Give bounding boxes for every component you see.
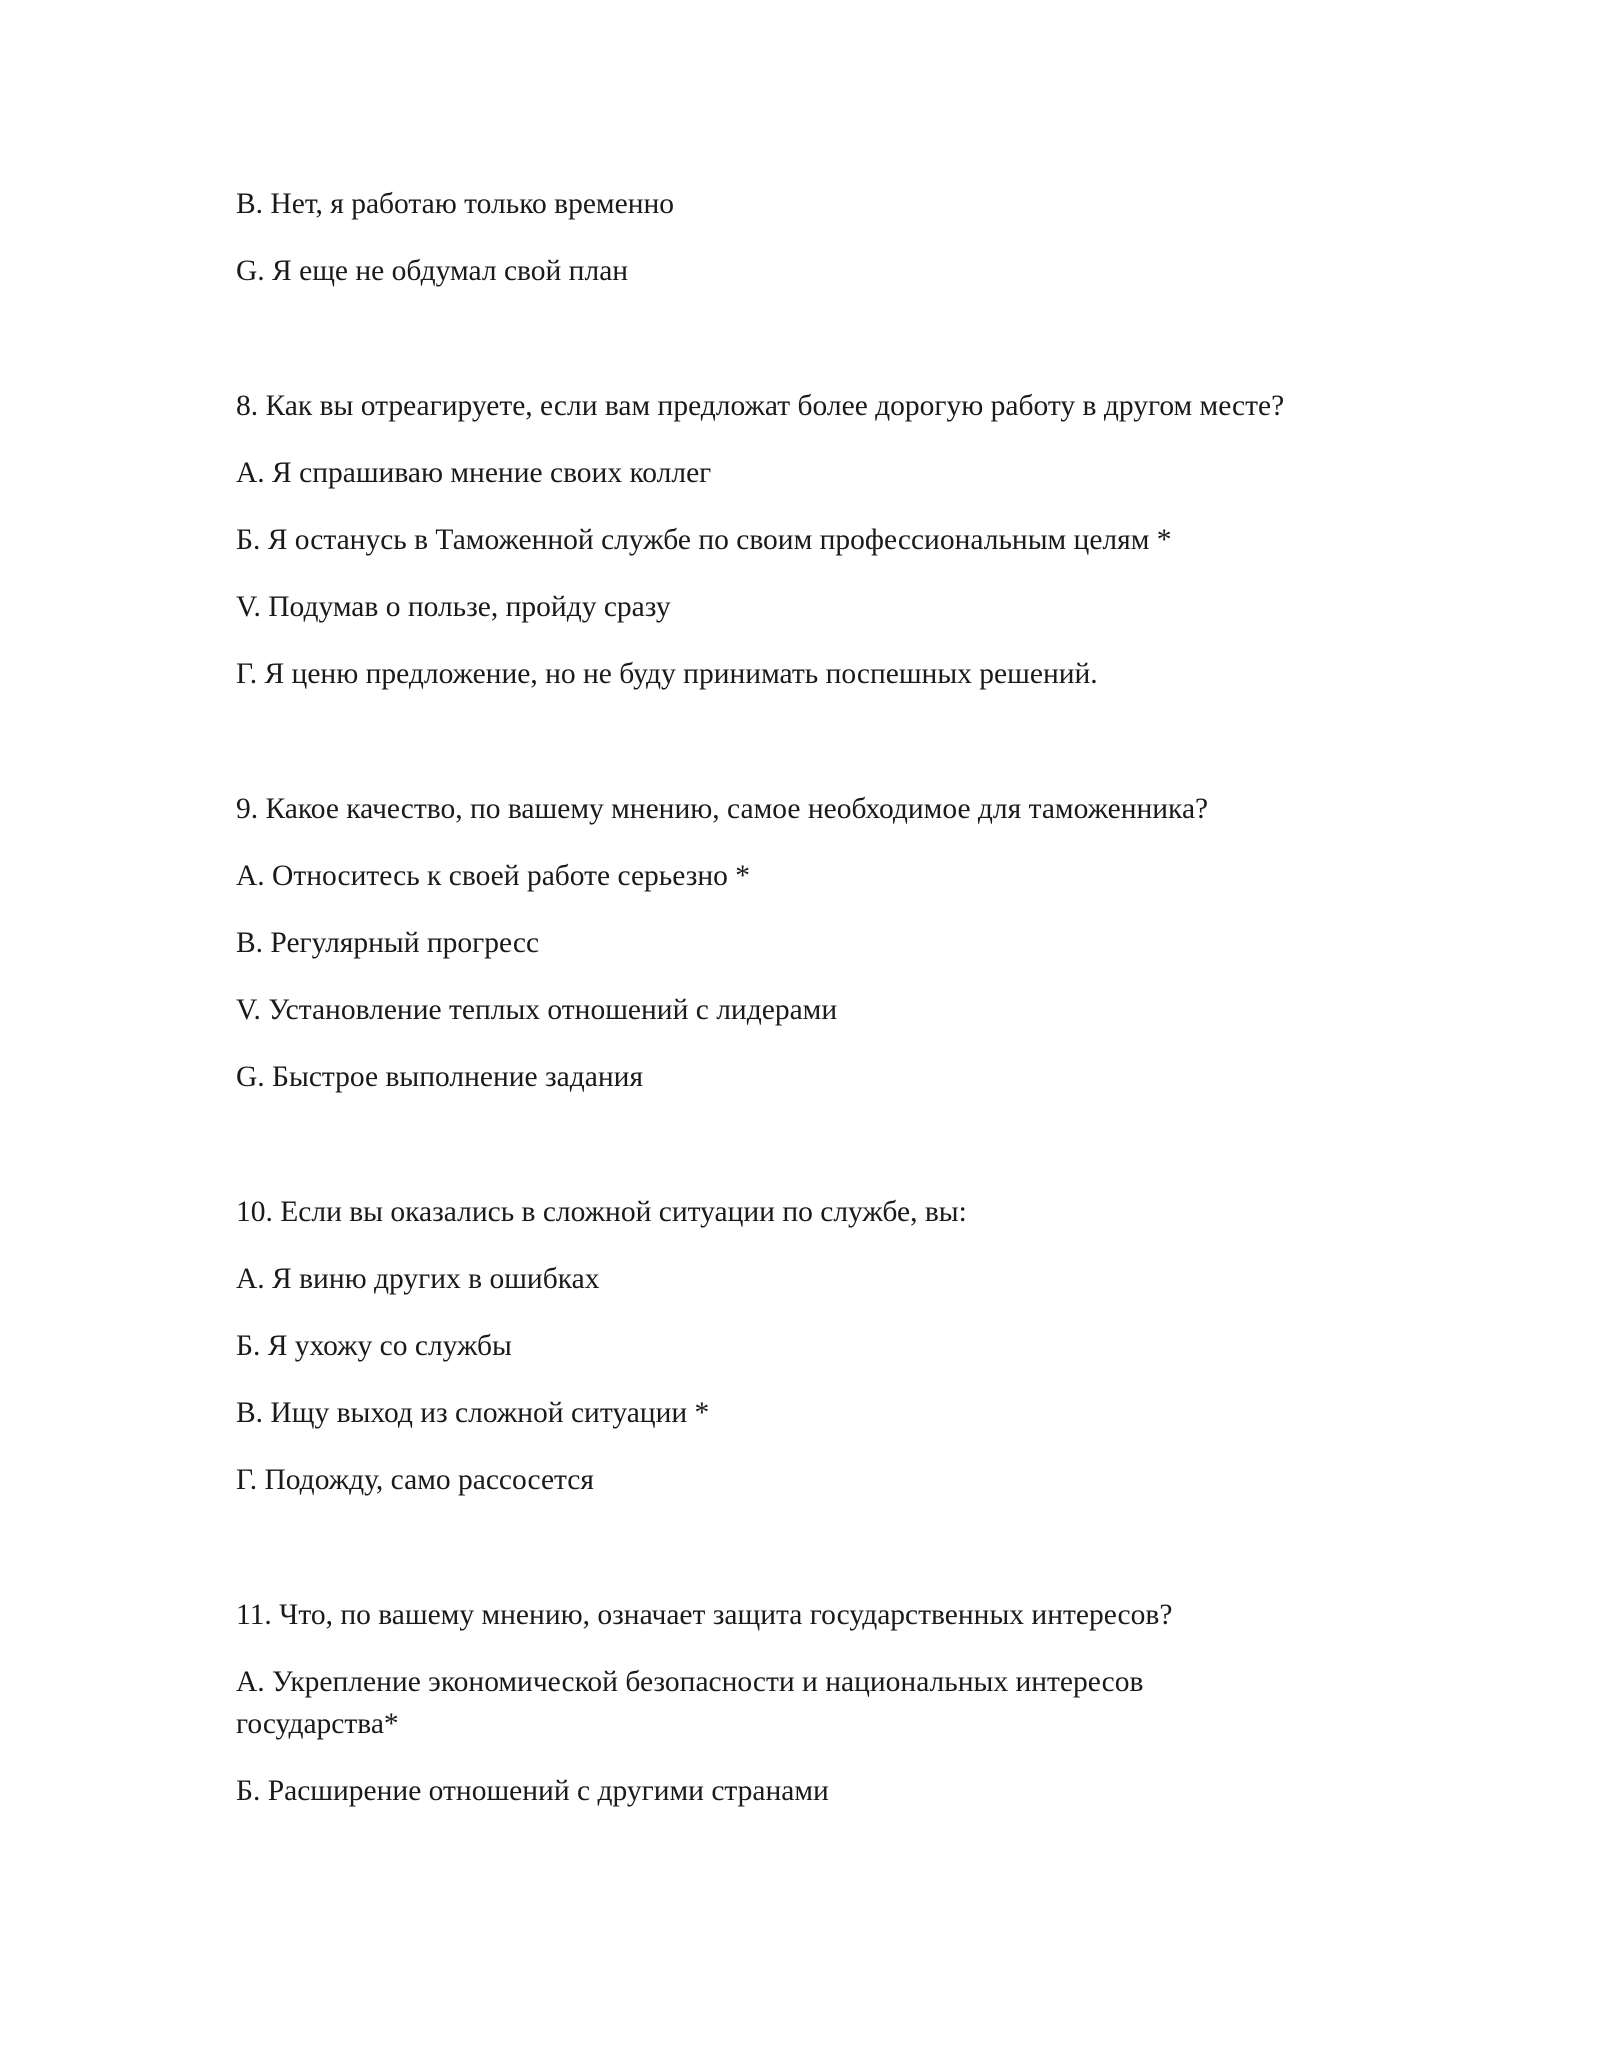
answer-option: G. Я еще не обдумал свой план xyxy=(236,255,629,287)
spacer xyxy=(236,1526,1436,1594)
question-text: 8. Как вы отреагируете, если вам предложат более дорогую работу в другом месте? xyxy=(236,390,1285,422)
question-11 xyxy=(236,1594,1436,1812)
answer-option: Б. Расширение отношений с другими странами xyxy=(236,1775,829,1807)
intro-options xyxy=(236,183,1436,292)
answer-option: А. Я виню других в ошибках xyxy=(236,1263,600,1295)
spacer xyxy=(236,317,1436,385)
question-10 xyxy=(236,1191,1436,1501)
answer-option: Б. Я останусь в Таможенной службе по своим профессиональным целям * xyxy=(236,524,1172,556)
answer-option: В. Ищу выход из сложной ситуации * xyxy=(236,1397,710,1429)
answer-option: B. Регулярный прогресс xyxy=(236,927,540,959)
question-text: 10. Если вы оказались в сложной ситуации по службе, вы: xyxy=(236,1196,967,1228)
answer-option: V. Подумав о пользе, пройду сразу xyxy=(236,591,671,623)
document-content xyxy=(236,183,1436,1837)
answer-option: А. Укрепление экономической безопасности и национальных интересов государства* xyxy=(236,1666,1144,1740)
answer-option: Г. Подожду, само рассосется xyxy=(236,1464,594,1496)
question-text: 11. Что, по вашему мнению, означает защита государственных интересов? xyxy=(236,1599,1173,1631)
answer-option: A. Я спрашиваю мнение своих коллег xyxy=(236,457,712,489)
answer-option: Б. Я ухожу со службы xyxy=(236,1330,512,1362)
spacer xyxy=(236,720,1436,788)
question-9 xyxy=(236,788,1436,1098)
question-text: 9. Какое качество, по вашему мнению, самое необходимое для таможенника? xyxy=(236,793,1209,825)
answer-option: V. Установление теплых отношений с лидерами xyxy=(236,994,838,1026)
answer-option: Г. Я ценю предложение, но не буду принимать поспешных решений. xyxy=(236,658,1098,690)
answer-option: В. Нет, я работаю только временно xyxy=(236,188,675,220)
answer-option: A. Относитесь к своей работе серьезно * xyxy=(236,860,751,892)
question-8 xyxy=(236,385,1436,695)
spacer xyxy=(236,1123,1436,1191)
answer-option: G. Быстрое выполнение задания xyxy=(236,1061,644,1093)
